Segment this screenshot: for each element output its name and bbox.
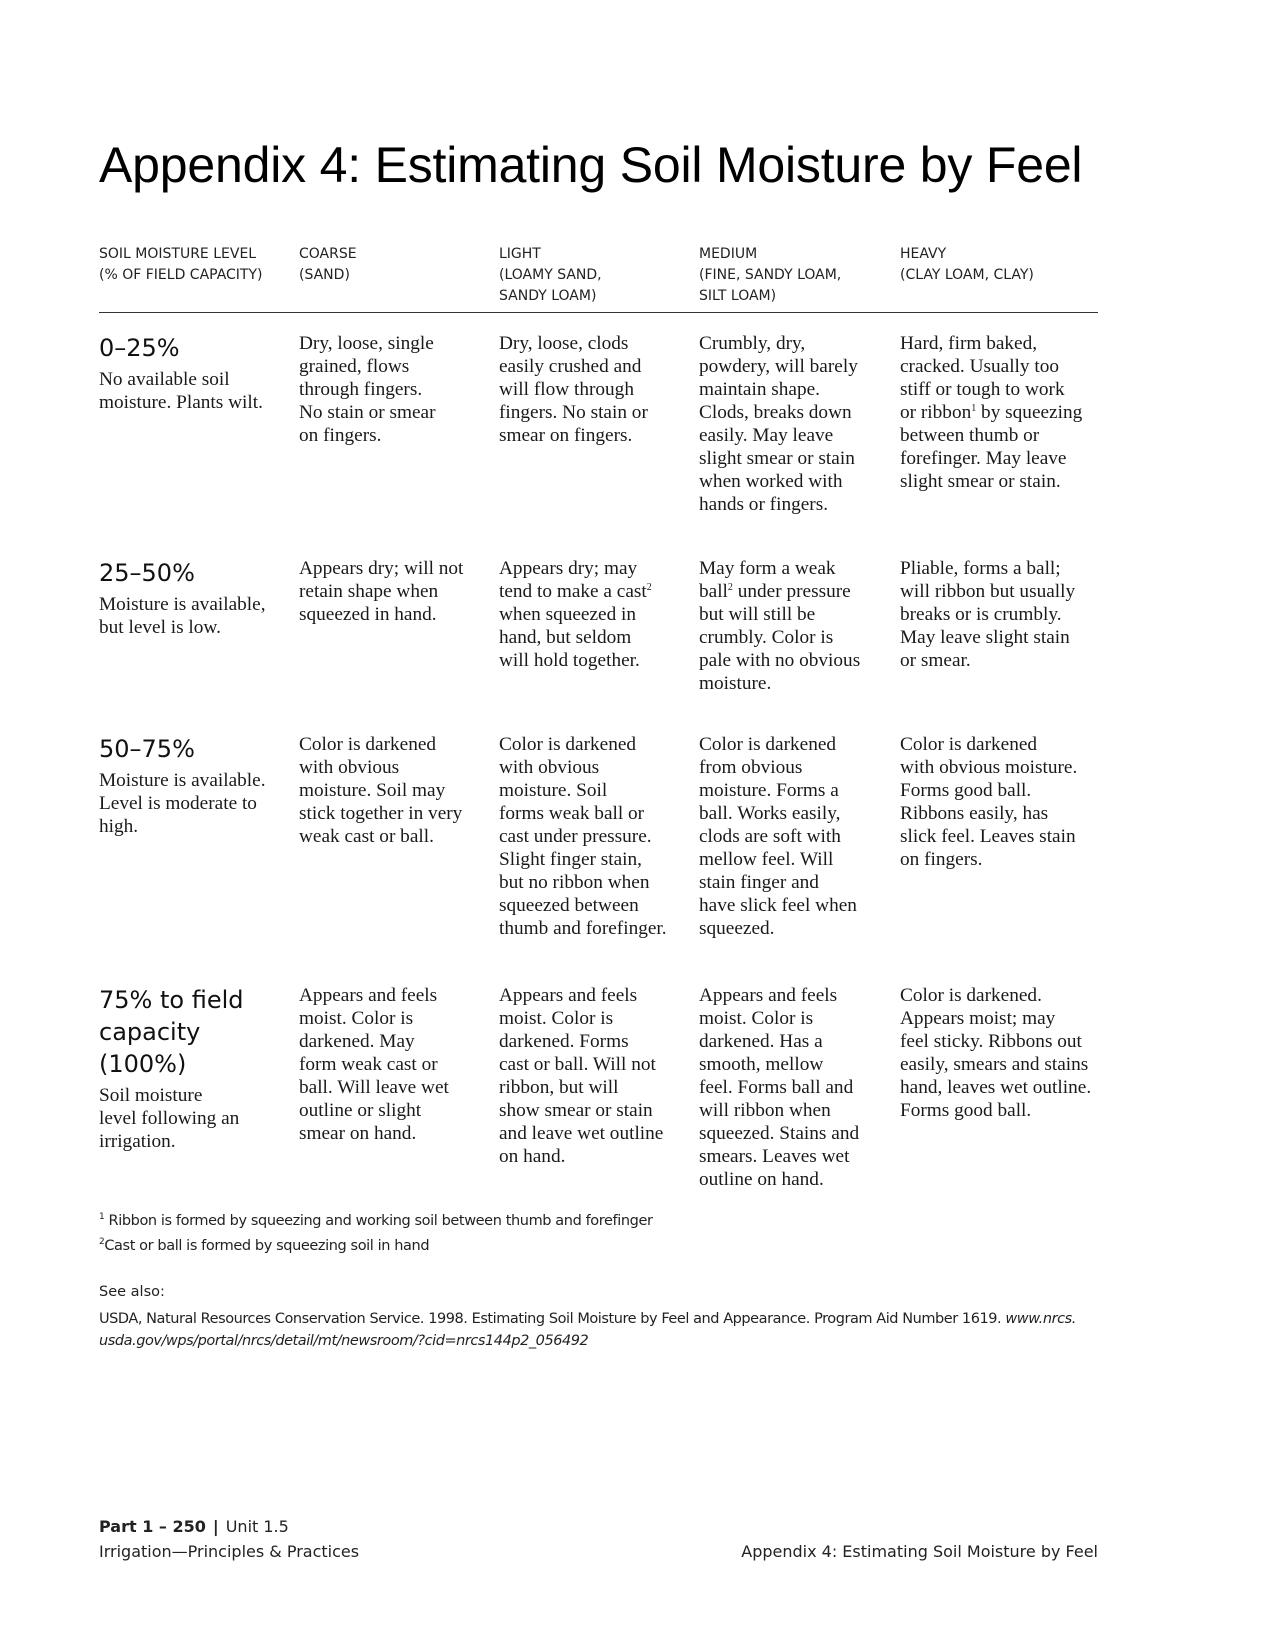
level-cell — [99, 557, 289, 639]
header-coarse: COARSE (SAND) — [299, 246, 357, 283]
light-cell: Color is darkened with obvious moisture. Soil forms weak ball or cast under pressure. Slight finger stain, but no ribbon when squeezed between thumb and forefinger. — [499, 734, 667, 939]
level-title: 0–25% — [99, 334, 180, 362]
header-light: LIGHT (LOAMY SAND, SANDY LOAM) — [499, 246, 602, 304]
heavy-cell: Hard, firm baked, cracked. Usually too stiff or tough to work or ribbon$^1$ by squeezing between thumb or forefinger. May leave slight smear or stain. — [900, 333, 1083, 492]
level-cell — [99, 733, 289, 838]
level-description: No available soil moisture. Plants wilt. — [99, 369, 263, 413]
heavy-cell: Color is darkened with obvious moisture. Forms good ball. Ribbons easily, has slick feel. Leaves stain on fingers. — [900, 734, 1078, 870]
coarse-cell: Appears and feels moist. Color is darkened. May form weak cast or ball. Will leave wet outline or slight smear on hand. — [299, 985, 449, 1144]
footnote-reference-mark: 2 — [646, 582, 652, 593]
footnote-2: $^2$Cast or ball is formed by squeezing soil in hand — [99, 1237, 430, 1254]
level-cell — [99, 984, 289, 1153]
header-medium: MEDIUM (FINE, SANDY LOAM, SILT LOAM) — [699, 246, 842, 304]
coarse-cell: Appears dry; will not retain shape when squeezed in hand. — [299, 558, 464, 625]
footnote-mark: 2 — [99, 1237, 105, 1247]
footer-part: Part 1 – 250 — [99, 1517, 206, 1536]
level-title: 75% to field capacity (100%) — [99, 986, 244, 1078]
header-heavy: HEAVY (CLAY LOAM, CLAY) — [900, 246, 1034, 283]
footer-course: Irrigation—Principles & Practices — [99, 1542, 360, 1561]
light-cell: Appears and feels moist. Color is darkened. Forms cast or ball. Will not ribbon, but will show smear or stain and leave wet outline on hand. — [499, 985, 664, 1167]
footer-left — [99, 1514, 359, 1564]
reference — [99, 1308, 1099, 1352]
reference-text: USDA, Natural Resources Conservation Service. 1998. Estimating Soil Moisture by Feel and Appearance. Program Aid Number 1619. — [99, 1311, 1002, 1327]
header-soil-moisture-level: SOIL MOISTURE LEVEL (% OF FIELD CAPACITY) — [99, 246, 263, 283]
footnote-reference-mark: 2 — [727, 582, 733, 593]
reference-link-continued[interactable]: usda.gov/wps/portal/nrcs/detail/mt/newsroom/?cid=nrcs144p2_056492 — [99, 1333, 589, 1349]
footer-right-title: Appendix 4: Estimating Soil Moisture by Feel — [741, 1542, 1098, 1561]
reference-link[interactable]: www.nrcs. — [1005, 1311, 1076, 1327]
footer-unit: Unit 1.5 — [225, 1517, 289, 1536]
medium-cell: Color is darkened from obvious moisture. Forms a ball. Works easily, clods are soft with mellow feel. Will stain finger and have slick feel when squeezed. — [699, 734, 857, 939]
page-title: Appendix 4: Estimating Soil Moisture by Feel — [99, 137, 1083, 193]
level-description: Soil moisture level following an irrigation. — [99, 1085, 240, 1152]
level-description: Moisture is available, but level is low. — [99, 594, 266, 638]
heavy-cell: Color is darkened. Appears moist; may feel sticky. Ribbons out easily, smears and stains hand, leaves wet outline. Forms good ball. — [900, 985, 1092, 1121]
level-cell — [99, 332, 289, 414]
coarse-cell: Color is darkened with obvious moisture. Soil may stick together in very weak cast or ball. — [299, 734, 463, 847]
footnote-mark: 1 — [99, 1212, 105, 1222]
medium-cell: Appears and feels moist. Color is darkened. Has a smooth, mellow feel. Forms ball and will ribbon when squeezed. Stains and smears. Leaves wet outline on hand. — [699, 985, 860, 1190]
level-title: 50–75% — [99, 735, 195, 763]
footnote-reference-mark: 1 — [971, 403, 977, 414]
heavy-cell: Pliable, forms a ball; will ribbon but usually breaks or is crumbly. May leave slight stain or smear. — [900, 558, 1076, 671]
medium-cell: Crumbly, dry, powdery, will barely maintain shape. Clods, breaks down easily. May leave slight smear or stain when worked with hands or fingers. — [699, 333, 858, 515]
footer-separator: | — [212, 1517, 219, 1536]
see-also-label: See also: — [99, 1284, 165, 1300]
medium-cell: May form a weak ball$^2$ under pressure but will still be crumbly. Color is pale with no obvious moisture. — [699, 558, 861, 694]
footnote-1: $^1$ Ribbon is formed by squeezing and working soil between thumb and forefinger — [99, 1212, 653, 1229]
light-cell: Dry, loose, clods easily crushed and will flow through fingers. No stain or smear on fingers. — [499, 333, 648, 446]
light-cell: Appears dry; may tend to make a cast$^2$ when squeezed in hand, but seldom will hold together. — [499, 558, 652, 671]
level-description: Moisture is available. Level is moderate to high. — [99, 770, 266, 837]
table-header — [99, 244, 1098, 313]
coarse-cell: Dry, loose, single grained, flows through fingers. No stain or smear on fingers. — [299, 333, 436, 446]
level-title: 25–50% — [99, 559, 195, 587]
